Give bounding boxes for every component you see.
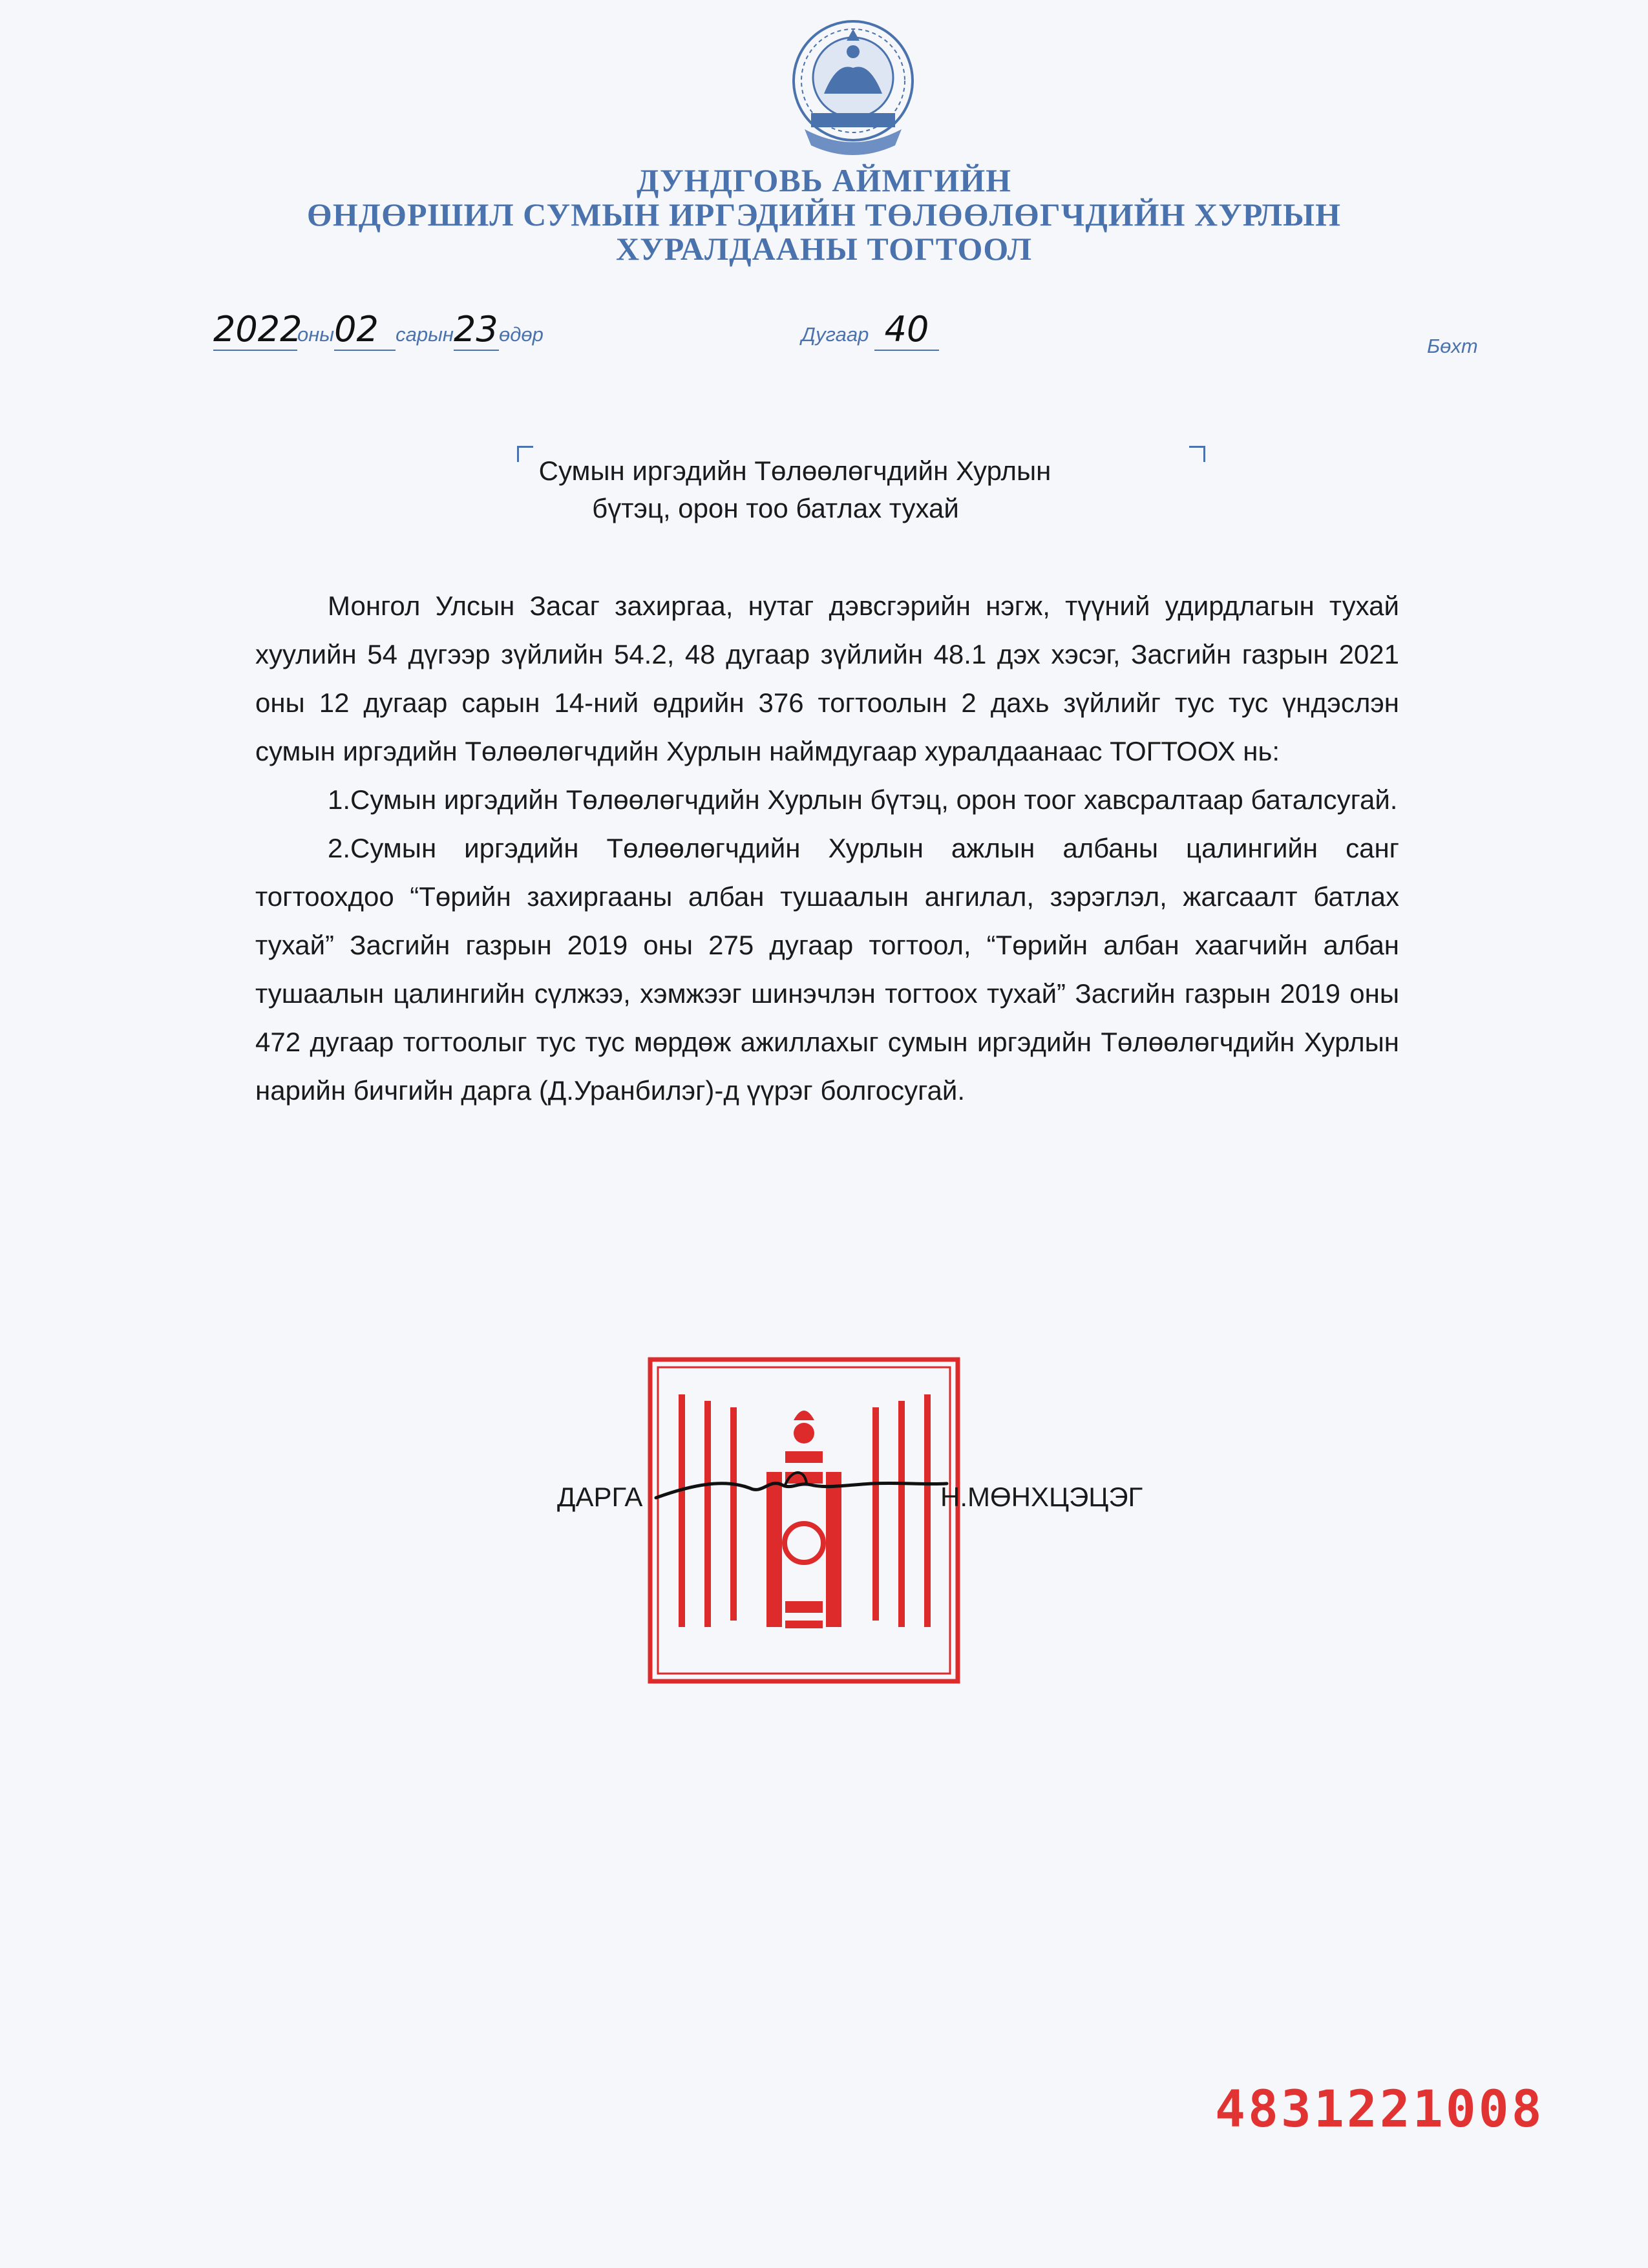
date-day-suffix: өдөр <box>498 323 544 346</box>
resolution-body <box>255 582 1399 1115</box>
subject-line-2: бүтэц, орон тоо батлах тухай <box>592 493 959 523</box>
official-seal-stamp <box>646 1356 962 1685</box>
body-paragraph-3: 2.Сумын иргэдийн Төлөөлөгчдийн Хурлын ажлын албаны цалингийн санг тогтоохдоо “Төрийн захиргааны албан тушаалын ангилал, зэрэглэл, жагсаалт батлах тухай” Засгийн газрын 2019 оны 275 дугаар тогтоол, “Төрийн албан хаагчийн албан тушаалын цалингийн сүлжээ, хэмжээг шинэчлэн тогтоох тухай” Засгийн газрын 2019 оны 472 дугаар тогтоолыг тус тус мөрдөж ажиллахыг сумын иргэдийн Төлөөлөгчдийн Хурлын нарийн бичгийн дарга (Д.Уранбилэг)-д үүрэг болгосугай. <box>255 833 1399 1106</box>
serial-number: 4831221008 <box>1215 2081 1545 2139</box>
subject-title <box>0 452 1648 527</box>
date-day: 23 <box>453 309 498 350</box>
body-paragraph-2: 1.Сумын иргэдийн Төлөөлөгчдийн Хурлын бүтэц, орон тоог хавсралтаар баталсугай. <box>328 784 1398 815</box>
number-label: Дугаар <box>801 323 869 346</box>
handwritten-signature <box>653 1465 950 1511</box>
number-field <box>801 309 939 351</box>
date-month: 02 <box>334 309 396 351</box>
header-line-2: ӨНДӨРШИЛ СУМЫН ИРГЭДИЙН ТӨЛӨӨЛӨГЧДИЙН ХУРЛЫН <box>306 196 1342 233</box>
header-line-1: ДУНДГОВЬ АЙМГИЙН <box>636 162 1012 198</box>
date-year: 2022 <box>213 309 302 350</box>
state-emblem <box>785 16 921 158</box>
signatory-name: Н.МӨНХЦЭЦЭГ <box>940 1482 1143 1512</box>
date-month-suffix: сарын <box>396 323 454 346</box>
signatory-title: ДАРГА <box>557 1482 643 1512</box>
date-year-suffix: оны <box>297 323 335 346</box>
number-value: 40 <box>874 309 939 351</box>
date-field <box>213 309 544 351</box>
header-line-3: ХУРАЛДААНЫ ТОГТООЛ <box>615 231 1033 267</box>
subject-line-1: Сумын иргэдийн Төлөөлөгчдийн Хурлын <box>538 456 1051 486</box>
place-label: Бөхт <box>1427 335 1478 357</box>
body-paragraph-1: Монгол Улсын Засаг захиргаа, нутаг дэвсгэрийн нэгж, түүний удирдлагын тухай хуулийн 54 дүгээр зүйлийн 54.2, 48 дугаар зүйлийн 48.1 дэх хэсэг, Засгийн газрын 2021 оны 12 дугаар сарын 14-ний өдрийн 376 тогтоолын 2 дахь зүйлийг тус тус үндэслэн сумын иргэдийн Төлөөлөгчдийн Хурлын наймдугаар хуралдаанаас ТОГТООХ нь: <box>255 591 1399 766</box>
